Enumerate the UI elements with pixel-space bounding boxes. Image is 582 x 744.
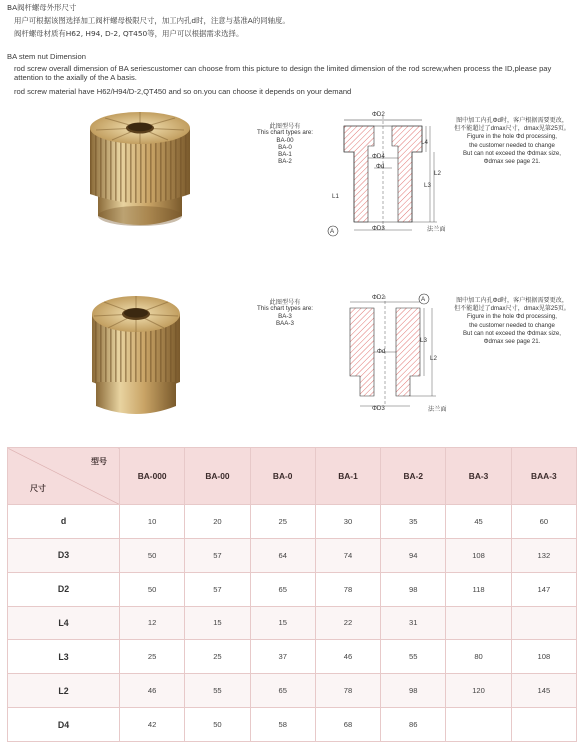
row-label: L4 [8,606,120,640]
diagram1-type-item: BA-2 [278,158,292,165]
table-cell: 50 [185,708,250,742]
table-row [8,674,577,708]
table-cell: 35 [381,505,446,539]
table-cell: 65 [250,674,315,708]
diagram1-types-title-en: This chart types are: [256,129,314,136]
section-title-cn: BA阀杆螺母外形尺寸 [7,3,77,12]
table-cell: 57 [185,572,250,606]
diagram1-dim-l4: L4 [421,139,428,146]
table-cell: 78 [315,674,380,708]
row-label: L3 [8,640,120,674]
table-cell: 55 [381,640,446,674]
table-cell: 25 [250,505,315,539]
column-header: BA-000 [120,448,185,505]
table-cell: 108 [511,640,576,674]
diagram1-type-item: BA-0 [278,144,292,151]
table-cell: 65 [250,572,315,606]
diagram2-types-title-cn: 此图型号有 [269,299,301,306]
column-header: BA-0 [250,448,315,505]
diagram2-dim-d: Φd [377,348,386,355]
diagram1-dim-l2: L2 [434,170,441,177]
table-cell: 55 [185,674,250,708]
intro-line-en-2: rod screw material have H62/H94/D-2,QT450 and so on.you can choose it depends on your demand [14,87,352,96]
dimension-table [7,447,577,742]
table-row [8,538,577,572]
table-cell: 45 [446,505,511,539]
table-cell [446,606,511,640]
diagram1-dim-l1: L1 [332,193,339,200]
diagram2-type-item: BA-3 [278,313,292,320]
intro-line-cn-2: 阀杆螺母材质有H62, H94, D-2, QT450等，用户可以根据需求选择。 [14,29,244,38]
diagram2-type-item: BAA-3 [276,320,294,327]
table-header-row [8,448,577,505]
stem-nut-photo-2 [80,284,192,428]
column-header: BA-1 [315,448,380,505]
diagram2-dim-l3: L3 [420,337,427,344]
row-label: D3 [8,538,120,572]
row-label: D2 [8,572,120,606]
table-cell: 94 [381,538,446,572]
table-cell: 58 [250,708,315,742]
table-cell: 74 [315,538,380,572]
diagram1-dim-d2: ΦD2 [372,111,385,118]
row-label: d [8,505,120,539]
diagram1-flange-label: 法兰面 [427,226,446,233]
table-cell: 118 [446,572,511,606]
diagram2-section-drawing [330,288,445,422]
row-label: L2 [8,674,120,708]
section-title-en: BA stem nut Dimension [7,52,86,61]
diagram1-datum-a: A [330,228,335,235]
intro-line-cn-1: 用户可根据该图选择加工阀杆螺母极限尺寸，加工内孔d时，注意与基准A的同轴度。 [14,16,290,25]
table-corner-cell: 型号 尺寸 [8,448,120,505]
table-cell: 86 [381,708,446,742]
intro-line-en-1: rod screw overall dimension of BA seriescustomer can choose from this picture to design the limited dimension of the rod screw,when process the ID,please pay attention to the axially of the A basis. [14,64,552,83]
table-cell: 68 [315,708,380,742]
table-cell: 10 [120,505,185,539]
table-cell: 50 [120,538,185,572]
table-cell: 30 [315,505,380,539]
diagram2-dim-l2: L2 [430,355,437,362]
table-row [8,606,577,640]
diagram2-flange-label: 法兰面 [428,406,447,413]
column-header: BA-3 [446,448,511,505]
table-cell: 132 [511,538,576,572]
table-cell: 147 [511,572,576,606]
column-header: BA-00 [185,448,250,505]
table-cell: 98 [381,674,446,708]
diagram2-note: 图中加工内孔Φd时，客户根据需要更改， 但不能超过了dmax尺寸，dmax见第25页。 Figure in the hole Φd processing, the customer needed to change But can not exceed the Φdmax size, Φdmax see page 21. [454,297,570,346]
table-cell: 57 [185,538,250,572]
table-cell: 12 [120,606,185,640]
table-cell: 22 [315,606,380,640]
table-cell: 108 [446,538,511,572]
table-cell: 42 [120,708,185,742]
table-row [8,572,577,606]
table-cell: 46 [315,640,380,674]
diagram1-type-item: BA-00 [276,137,294,144]
table-cell: 120 [446,674,511,708]
diagram1-type-item: BA-1 [278,151,292,158]
table-cell: 78 [315,572,380,606]
table-cell: 25 [120,640,185,674]
table-cell [511,708,576,742]
diagram2-dim-d2: ΦD2 [372,294,385,301]
table-cell: 50 [120,572,185,606]
table-cell: 98 [381,572,446,606]
table-cell: 20 [185,505,250,539]
table-cell: 15 [250,606,315,640]
column-header: BA-2 [381,448,446,505]
table-cell: 31 [381,606,446,640]
table-cell: 46 [120,674,185,708]
table-cell: 64 [250,538,315,572]
row-label: D4 [8,708,120,742]
diagram1-types-title-cn: 此图型号有 [269,123,301,130]
diagram1-dim-d4: ΦD4 [372,153,385,160]
table-cell: 145 [511,674,576,708]
table-cell: 80 [446,640,511,674]
diagram2-datum-a: A [421,296,426,303]
stem-nut-photo-1 [80,106,200,240]
column-header: BAA-3 [511,448,576,505]
table-cell: 25 [185,640,250,674]
diagram2-dim-d3: ΦD3 [372,405,385,412]
table-row [8,505,577,539]
diagram1-note: 图中加工内孔Φd时，客户根据需要更改， 但不能超过了dmax尺寸，dmax见第25页。 Figure in the hole Φd processing, the customer needed to change But can not exceed the Φdmax size, Φdmax see page 21. [454,117,570,166]
diagram1-dim-l3: L3 [424,182,431,189]
table-cell: 60 [511,505,576,539]
table-row [8,708,577,742]
table-cell [511,606,576,640]
table-row [8,640,577,674]
diagram2-types-title-en: This chart types are: [256,305,314,312]
diagram1-dim-d3: ΦD3 [372,225,385,232]
table-cell: 37 [250,640,315,674]
table-cell [446,708,511,742]
diagram1-dim-d: Φd [376,163,385,170]
table-cell: 15 [185,606,250,640]
